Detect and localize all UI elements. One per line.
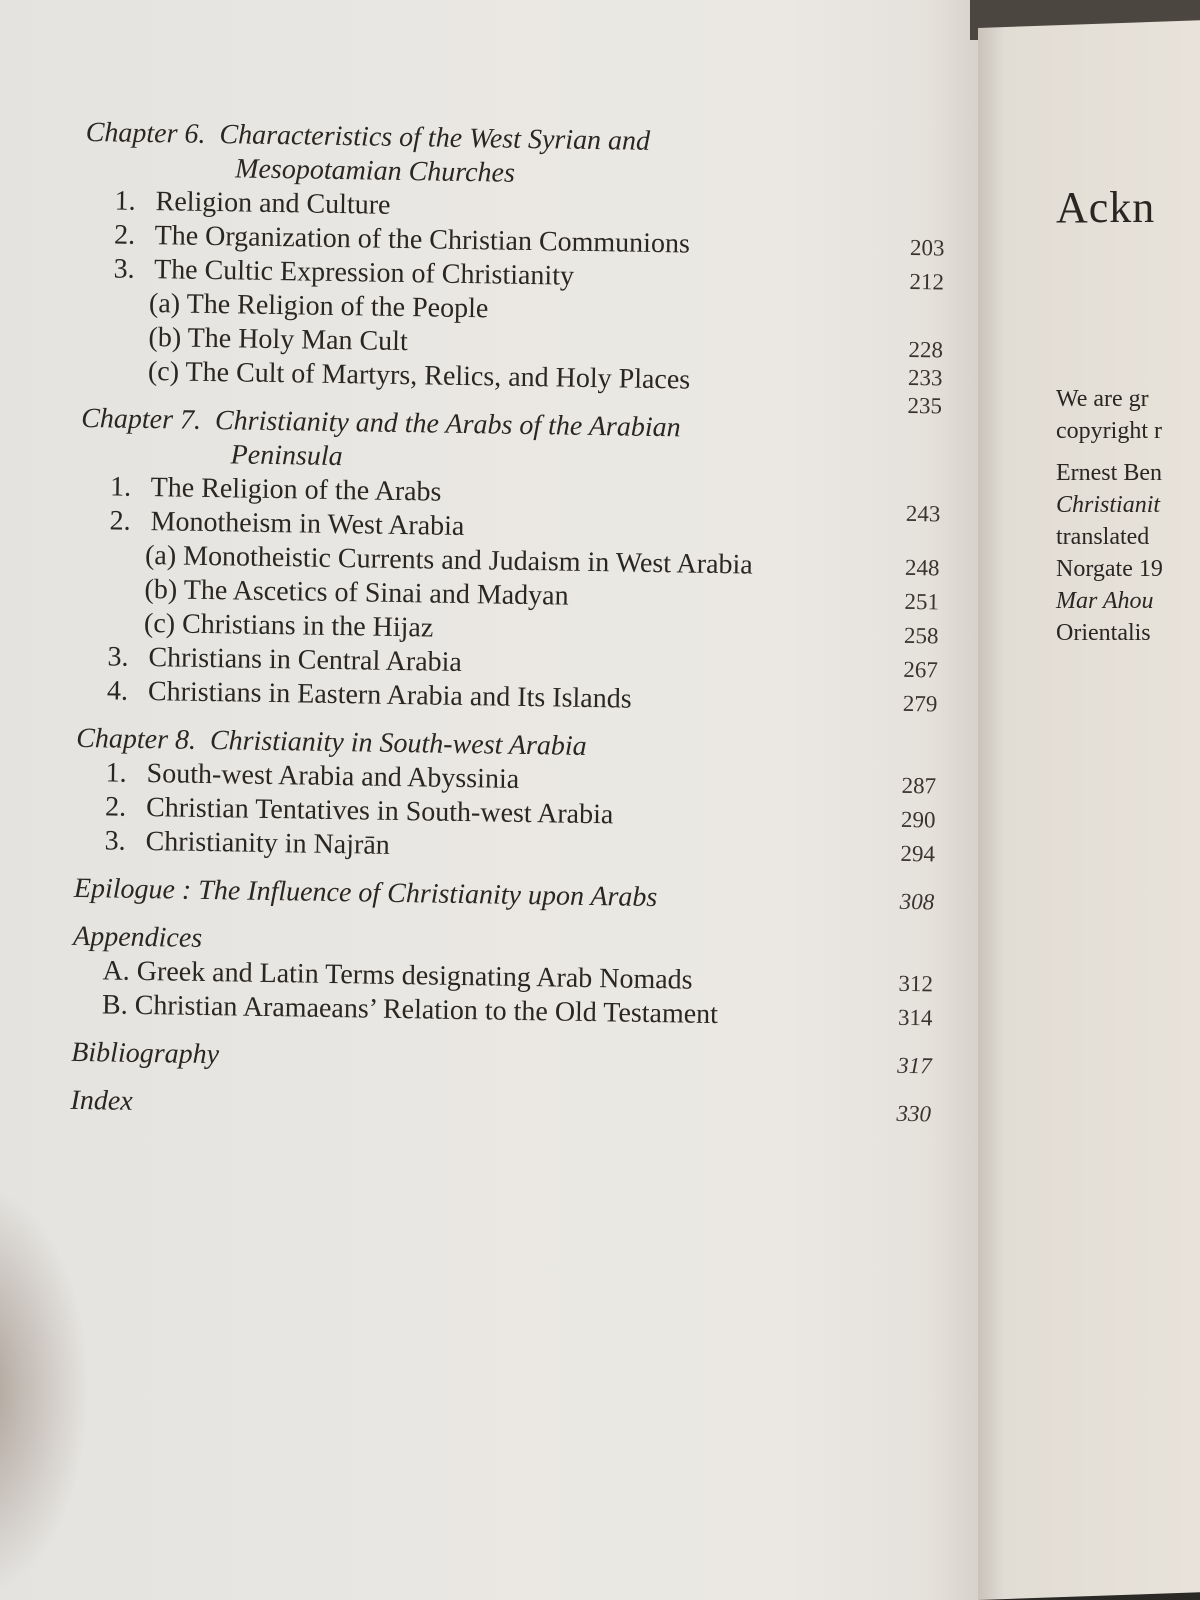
page-number: 267: [903, 656, 939, 683]
entry-title: Greek and Latin Terms designating Arab Nomads: [136, 955, 693, 996]
entry-number: (a): [148, 288, 181, 320]
page-number: 251: [904, 588, 940, 615]
entry-title: Christianity in Najrān: [145, 826, 391, 861]
entry-title: Monotheistic Currents and Judaism in West Arabia: [182, 540, 753, 581]
entry-number: B.: [101, 989, 128, 1021]
entry-title: Religion and Culture: [155, 186, 391, 221]
page-number: 290: [900, 806, 936, 833]
entry-title: Christians in the Hijaz: [181, 608, 434, 644]
entry-number: (b): [144, 573, 178, 606]
entry-title: The Organization of the Christian Communions: [154, 220, 691, 260]
entry-title: South-west Arabia and Abyssinia: [146, 758, 520, 795]
entry-number: 3.: [107, 641, 129, 673]
entry-title: Christian Aramaeans’ Relation to the Old Testament: [134, 989, 719, 1031]
page-number: 314: [897, 1004, 933, 1031]
chapter-title: Christianity and the Arabs of the Arabian: [214, 405, 681, 444]
right-page-line: We are gr: [1056, 386, 1149, 412]
page-number: 287: [901, 772, 937, 799]
entry-number: (b): [148, 322, 182, 354]
right-page-heading: Ackn: [1056, 183, 1156, 232]
hand-shadow: [0, 1180, 90, 1600]
entry-number: 3.: [104, 825, 126, 857]
right-page-line: Orientalis: [1056, 620, 1151, 646]
chapter-label: Chapter 7.: [81, 402, 202, 436]
page-number: 212: [909, 268, 945, 295]
page-number: 228: [908, 336, 944, 363]
page-number: 243: [905, 500, 941, 527]
page-number: 312: [898, 970, 934, 997]
entry-title: The Cult of Martyrs, Relics, and Holy Places: [185, 356, 691, 396]
entry-number: (a): [144, 539, 177, 572]
entry-title: The Religion of the Arabs: [150, 472, 442, 508]
chapter-title: Characteristics of the West Syrian and: [219, 119, 651, 157]
entry-title: Index: [70, 1084, 133, 1117]
entry-number: (c): [147, 356, 180, 388]
entry-title: The Holy Man Cult: [187, 322, 408, 358]
page-number: 294: [900, 840, 936, 867]
chapter-title: Peninsula: [230, 439, 343, 473]
entry-title: The Cultic Expression of Christianity: [153, 254, 575, 292]
page-number: 330: [896, 1100, 932, 1127]
entry-number: (c): [143, 607, 176, 640]
right-page-text: [1056, 182, 1200, 649]
page-number: 233: [907, 364, 943, 391]
page-number: 258: [903, 622, 939, 649]
right-page-line: Ernest Ben: [1056, 460, 1162, 486]
entry-title: The Ascetics of Sinai and Madyan: [183, 574, 569, 612]
section-label: Appendices: [72, 920, 203, 954]
entry-title: Epilogue : The Influence of Christianity upon Arabs: [73, 872, 658, 914]
entry-number: 3.: [113, 253, 135, 285]
page-number: 279: [902, 690, 938, 717]
entry-title: Bibliography: [71, 1036, 220, 1071]
chapter-title: Mesopotamian Churches: [234, 153, 516, 189]
entry-title: Christian Tentatives in South-west Arabia: [145, 792, 614, 831]
chapter-label: Chapter 6.: [85, 116, 206, 150]
right-page-line: copyright r: [1056, 418, 1162, 444]
page-number: 203: [909, 234, 945, 261]
entry-title: The Religion of the People: [186, 288, 489, 325]
right-page-line: Norgate 19: [1056, 556, 1163, 582]
entry-number: 1.: [105, 757, 127, 789]
page-number: 235: [907, 392, 943, 419]
entry-number: 1.: [109, 471, 132, 503]
right-page-line: Mar Ahou: [1056, 588, 1154, 614]
entry-title: Monotheism in West Arabia: [150, 506, 465, 542]
chapter-label: Chapter 8.: [75, 722, 197, 756]
page-number: 248: [904, 554, 940, 581]
chapter-title: Christianity in South-west Arabia: [209, 725, 587, 762]
entry-number: 1.: [114, 185, 136, 217]
entry-title: Christians in Central Arabia: [148, 642, 463, 678]
right-page-line: Christianit: [1056, 492, 1161, 518]
entry-number: A.: [102, 955, 131, 987]
entry-number: 2.: [104, 791, 127, 823]
page-number: 317: [896, 1052, 932, 1079]
entry-title: Christians in Eastern Arabia and Its Islands: [147, 676, 632, 715]
right-page-line: translated: [1056, 524, 1150, 550]
page-number: 308: [899, 888, 935, 915]
entry-number: 2.: [109, 505, 131, 537]
entry-number: 4.: [106, 675, 129, 707]
entry-number: 2.: [113, 219, 136, 251]
table-of-contents: [70, 116, 966, 1132]
